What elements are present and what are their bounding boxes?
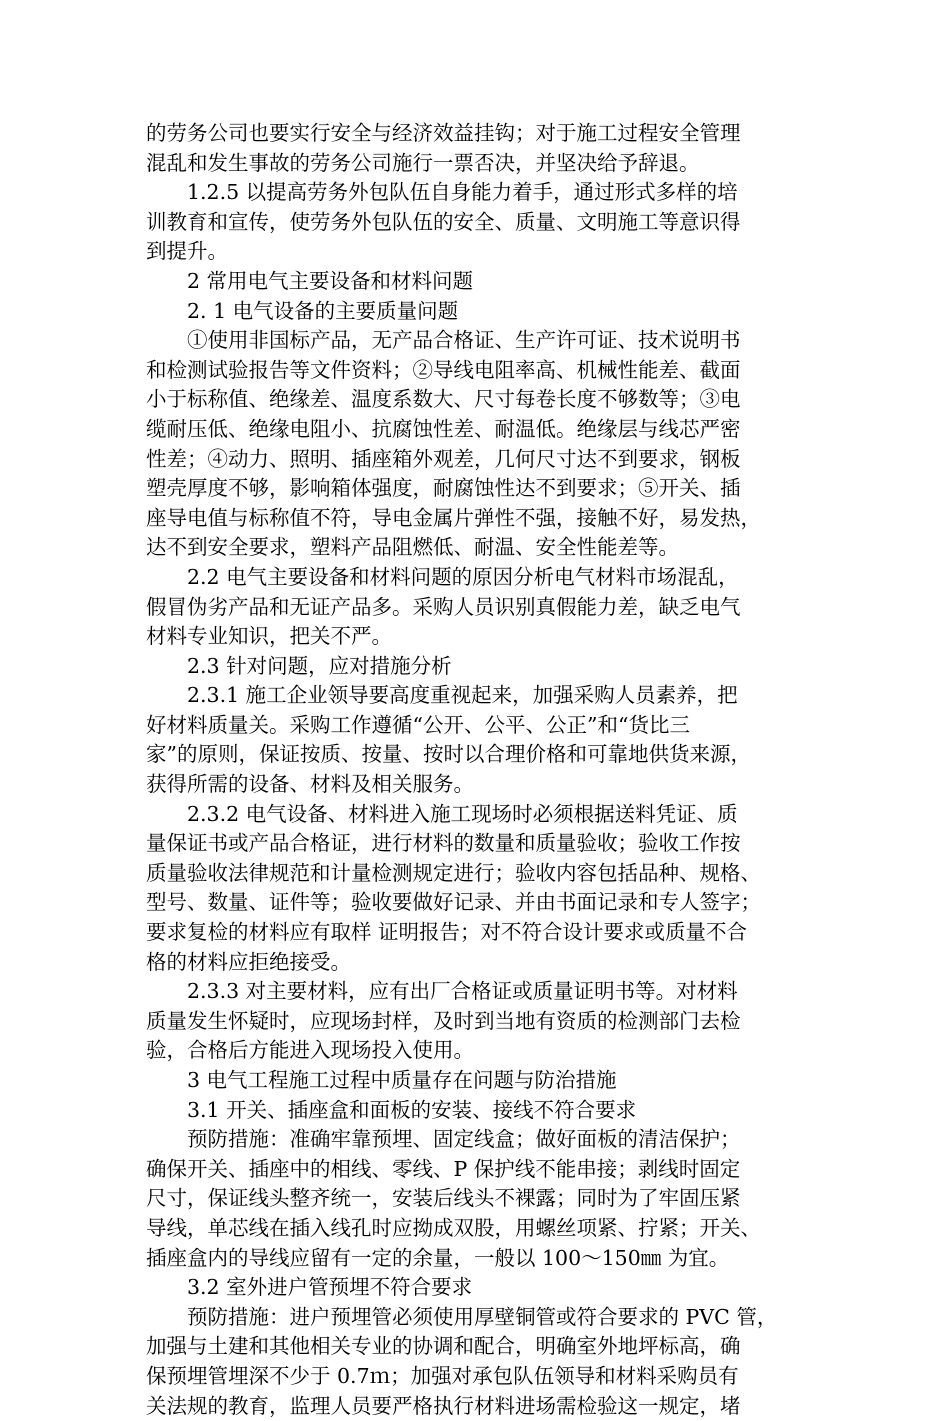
- text-line: 假冒伪劣产品和无证产品多。采购人员识别真假能力差，缺乏电气: [146, 594, 741, 619]
- text-line: 到提升。: [146, 239, 228, 264]
- text-line: 保预埋管埋深不少于 0.7ｍ；加强对承包队伍领导和材料采购员有: [146, 1363, 739, 1388]
- text-line: 预防措施：准确牢靠预埋、固定线盒；做好面板的清洁保护；: [187, 1127, 741, 1152]
- text-line: 塑壳厚度不够，影响箱体强度，耐腐蚀性达不到要求；⑤开关、插: [146, 476, 741, 501]
- text-line: 2. 1 电气设备的主要质量问题: [187, 298, 459, 323]
- text-line: 3.1 开关、插座盒和面板的安装、接线不符合要求: [187, 1097, 637, 1122]
- text-line: 关法规的教育，监理人员要严格执行材料进场需检验这一规定，堵: [146, 1393, 741, 1418]
- text-line: 要求复检的材料应有取样 证明报告；对不符合设计要求或质量不合: [146, 920, 748, 945]
- text-line: 尺寸，保证线头整齐统一，安装后线头不裸露；同时为了牢固压紧: [146, 1186, 741, 1211]
- text-line: 性差；④动力、照明、插座箱外观差，几何尺寸达不到要求，钢板: [146, 446, 741, 471]
- text-line: 3 电气工程施工过程中质量存在问题与防治措施: [187, 1068, 617, 1092]
- text-line: 混乱和发生事故的劳务公司施行一票否决，并坚决给予辞退。: [146, 150, 700, 175]
- text-line: 加强与土建和其他相关专业的协调和配合，明确室外地坪标高，确: [146, 1334, 741, 1359]
- text-line: ①使用非国标产品，无产品合格证、生产许可证、技术说明书: [187, 328, 741, 353]
- text-line: 的劳务公司也要实行安全与经济效益挂钩；对于施工过程安全管理: [146, 121, 741, 145]
- text-line: 家”的原则，保证按质、按量、按时以合理价格和可靠地供货来源，: [146, 742, 751, 767]
- text-line: 2.3 针对问题，应对措施分析: [187, 653, 452, 678]
- text-line: 验，合格后方能进入现场投入使用。: [146, 1038, 474, 1063]
- text-line: 座导电值与标称值不符，导电金属片弹性不强，接触不好，易发热，: [146, 505, 761, 530]
- text-line: 缆耐压低、绝缘电阻小、抗腐蚀性差、耐温低。绝缘层与线芯严密: [146, 416, 741, 441]
- text-line: 2 常用电气主要设备和材料问题: [187, 268, 474, 293]
- text-line: 1.2.5 以提高劳务外包队伍自身能力着手，通过形式多样的培: [187, 180, 738, 205]
- text-line: 2.3.3 对主要材料，应有出厂合格证或质量证明书等。对材料: [187, 979, 738, 1004]
- text-line: 3.2 室外进户管预埋不符合要求: [187, 1275, 473, 1300]
- text-line: 型号、数量、证件等；验收要做好记录、并由书面记录和专人签字；: [146, 890, 761, 915]
- text-line: 训教育和宣传，使劳务外包队伍的安全、质量、文明施工等意识得: [146, 209, 741, 234]
- text-line: 达不到安全要求，塑料产品阻燃低、耐温、安全性能差等。: [146, 535, 679, 560]
- text-line: 插座盒内的导线应留有一定的余量，一般以 100～150㎜ 为宜。: [146, 1245, 730, 1270]
- text-line: 小于标称值、绝缘差、温度系数大、尺寸每卷长度不够数等；③电: [146, 387, 741, 412]
- text-line: 2.3.1 施工企业领导要高度重视起来，加强采购人员素养，把: [187, 683, 738, 708]
- text-line: 量保证书或产品合格证，进行材料的数量和质量验收；验收工作按: [146, 831, 741, 856]
- text-line: 确保开关、插座中的相线、零线、P 保护线不能串接；剥线时固定: [146, 1156, 741, 1181]
- text-line: 材料专业知识，把关不严。: [146, 624, 392, 649]
- text-line: 导线，单芯线在插入线孔时应拗成双股，用螺丝项紧、拧紧；开关、: [146, 1215, 761, 1240]
- text-line: 质量验收法律规范和计量检测规定进行；验收内容包括品种、规格、: [146, 860, 761, 885]
- text-line: 和检测试验报告等文件资料；②导线电阻率高、机械性能差、截面: [146, 357, 741, 382]
- text-line: 获得所需的设备、材料及相关服务。: [146, 772, 474, 797]
- document-body: [146, 119, 806, 1421]
- text-line: 质量发生怀疑时，应现场封样，及时到当地有资质的检测部门去检: [146, 1008, 741, 1033]
- text-line: 2.3.2 电气设备、材料进入施工现场时必须根据送料凭证、质: [187, 801, 738, 826]
- text-line: 2.2 电气主要设备和材料问题的原因分析电气材料市场混乱，: [187, 564, 739, 589]
- text-line: 好材料质量关。采购工作遵循“公开、公平、公正”和“货比三: [146, 712, 690, 737]
- text-line: 格的材料应拒绝接受。: [146, 949, 351, 974]
- text-line: 预防措施：进户预埋管必须使用厚壁铜管或符合要求的 PVC 管，: [187, 1304, 778, 1329]
